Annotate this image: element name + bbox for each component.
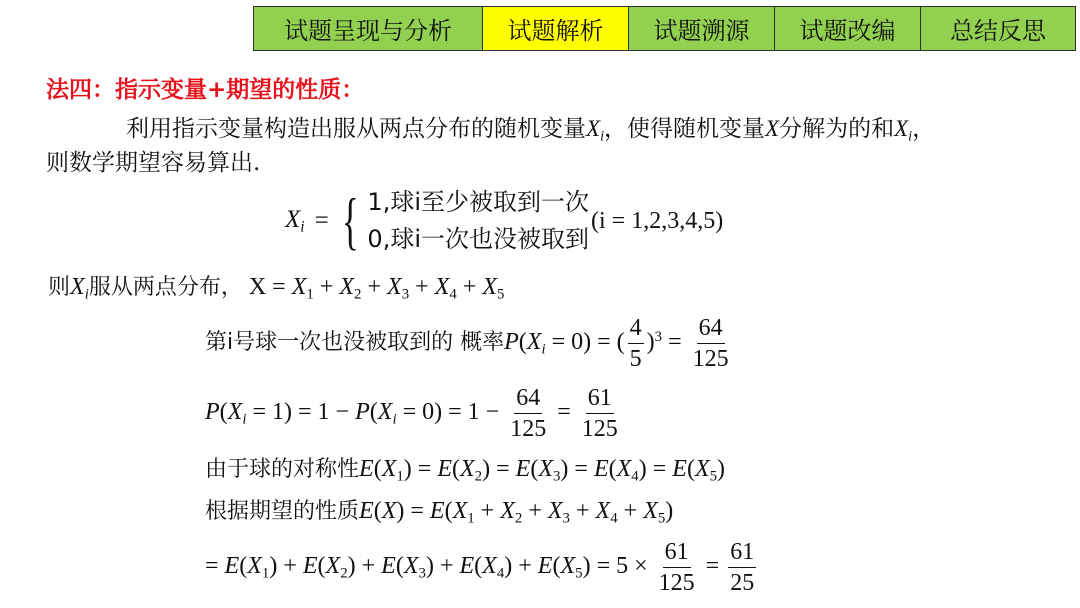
symmetry-line: 由于球的对称性$E(X_1) = E(X_2) = E(X_3) = E(X_4) = E(X_5)$: [205, 456, 726, 485]
tab-solution[interactable]: 试题解析: [483, 7, 629, 50]
case-1: 1,球i至少被取到一次: [367, 188, 589, 216]
intro-text-1: 利用指示变量构造出服从两点分布的随机变量: [126, 116, 586, 142]
indicator-var: $X_i$: [285, 205, 305, 236]
method-heading: 法四：指示变量+期望的性质：: [46, 77, 365, 103]
left-brace: {: [341, 185, 359, 256]
property-text: 根据期望的性质: [205, 499, 360, 524]
index-condition: (i = 1,2,3,4,5): [591, 207, 724, 234]
indicator-definition: [285, 182, 723, 260]
prob-zero-line: 第i号球一次也没被取到的 概率$P(X_i = 0)$ = ( $\frac{4}{5}$ )$^3$ = $\frac{64}{125}$: [205, 315, 729, 372]
tab-origin[interactable]: 试题溯源: [629, 7, 775, 50]
symmetry-text: 由于球的对称性: [205, 457, 360, 482]
var-xi: $X_i$: [586, 116, 605, 145]
expectation-property-line: 根据期望的性质$E(X) = E(X_1 + X_2 + X_3 + X_4 + X_5)$: [205, 498, 674, 527]
cases-block: [367, 184, 589, 258]
dist-prefix: 则: [48, 275, 71, 300]
prob-zero-text: 第i号球一次也没被取到的 概率: [205, 330, 505, 356]
distribution-line: [48, 270, 504, 303]
frac-61-25: $\frac{61}{25}$: [730, 539, 755, 596]
tab-question-analysis[interactable]: 试题呈现与分析: [254, 7, 483, 50]
frac-64-125-b: $\frac{64}{125}$: [510, 385, 547, 442]
tab-adaptation[interactable]: 试题改编: [775, 7, 921, 50]
frac-61-125-b: $\frac{61}{125}$: [658, 539, 695, 596]
frac-64-125: $\frac{64}{125}$: [692, 315, 729, 372]
intro-text-2: ，使得随机变量: [604, 116, 766, 142]
dist-var: $X_i$: [70, 274, 89, 303]
case-2: 0,球i一次也没被取到: [367, 225, 589, 253]
prob-one-line: $P(X_i = 1) = 1 - P(X_i = 0) = 1$ − $\frac{64}{125}$ = $\frac{61}{125}$: [205, 385, 618, 442]
tab-summary[interactable]: 总结反思: [921, 7, 1075, 50]
final-result-line: = $E(X_1) + E(X_2) + E(X_3) + E(X_4) + E(X_5) = 5$ × $\frac{61}{125}$ = $\frac{61}{25}$: [205, 539, 755, 596]
var-x: X: [765, 116, 780, 141]
var-xi-2: $X_i$: [894, 116, 913, 145]
intro-text-4: ，: [912, 116, 936, 142]
intro-text-3: 分解为的和: [779, 116, 895, 142]
prob-zero-expr: P: [504, 329, 519, 356]
intro-line-2: 则数学期望容易算出.: [46, 150, 261, 176]
section-tab-bar: [253, 6, 1076, 51]
sum-decomposition: $X = X_1 + X_2 + X_3 + X_4 + X_5$: [248, 274, 505, 303]
dist-text: 服从两点分布，: [88, 275, 243, 300]
equals-sign: =: [314, 207, 329, 234]
frac-61-125: $\frac{61}{125}$: [581, 385, 618, 442]
frac-4-5: $\frac{4}{5}$: [629, 315, 642, 372]
